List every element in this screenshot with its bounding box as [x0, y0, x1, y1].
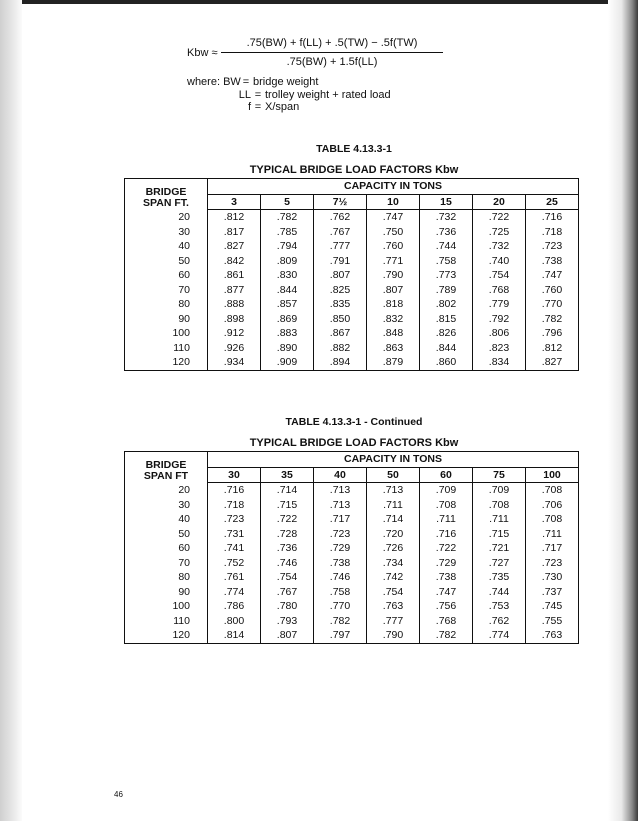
factor-cell: .723: [314, 527, 367, 542]
capacity-col-6: 25: [526, 194, 579, 210]
factor-cell: .711: [420, 512, 473, 527]
table-row: [125, 498, 579, 513]
span-header-line: SPAN FT: [143, 469, 189, 482]
factor-cell: .758: [420, 254, 473, 269]
capacity-col-5: 75: [473, 467, 526, 483]
factor-cell: .715: [473, 527, 526, 542]
table2-subtitle: TYPICAL BRIDGE LOAD FACTORS Kbw: [249, 437, 459, 449]
factor-cell: .888: [208, 297, 261, 312]
factor-cell: .758: [314, 585, 367, 600]
factor-cell: .830: [261, 268, 314, 283]
factor-cell: .708: [541, 513, 563, 526]
table-row: [125, 556, 579, 571]
capacity-header: CAPACITY IN TONS: [208, 452, 579, 468]
definition-equals: =: [254, 101, 262, 113]
span-cell: 100: [125, 326, 208, 341]
factor-cell: .714: [367, 512, 420, 527]
span-header-line: BRIDGE: [145, 185, 187, 198]
factor-cell: .767: [314, 225, 367, 240]
factor-cell: .711: [367, 498, 420, 513]
table-row: [125, 312, 579, 327]
factor-cell: .761: [208, 570, 261, 585]
factor-cell: .728: [261, 527, 314, 542]
table-row: [125, 570, 579, 585]
factor-cell: .717: [541, 542, 563, 555]
factor-cell: .877: [208, 283, 261, 298]
factor-cell: .860: [420, 355, 473, 370]
table-row: [125, 527, 579, 542]
factor-cell: .744: [420, 239, 473, 254]
factor-cell: .826: [420, 326, 473, 341]
span-cell: 60: [125, 541, 208, 556]
factor-cell: .812: [541, 341, 563, 354]
factor-cell: .782: [541, 312, 563, 325]
factor-cell: .785: [261, 225, 314, 240]
formula-numerator: .75(BW) + f(LL) + .5(TW) − .5f(TW): [221, 38, 443, 53]
factor-cell: .708: [420, 498, 473, 513]
factor-cell: .779: [473, 297, 526, 312]
span-cell: 120: [125, 355, 208, 370]
factor-cell: .711: [542, 527, 562, 540]
factor-cell: .790: [367, 268, 420, 283]
factor-cell: .722: [420, 541, 473, 556]
factor-cell: .729: [420, 556, 473, 571]
factor-cell: .726: [367, 541, 420, 556]
capacity-col-0: 30: [208, 467, 261, 483]
factor-cell: .767: [261, 585, 314, 600]
factor-cell: .844: [261, 283, 314, 298]
table-row: [125, 225, 579, 240]
factor-cell: .756: [420, 599, 473, 614]
factor-cell: .809: [261, 254, 314, 269]
span-cell: 70: [125, 556, 208, 571]
table1-title: TABLE 4.13.3-1: [316, 143, 392, 155]
factor-cell: .786: [208, 599, 261, 614]
definition-key: where: BW: [187, 76, 241, 88]
factor-cell: .717: [314, 512, 367, 527]
factor-cell: .818: [367, 297, 420, 312]
formula-fraction: [221, 38, 443, 68]
table-row: [125, 341, 579, 356]
factor-cell: .774: [208, 585, 261, 600]
factor-cell: .835: [314, 297, 367, 312]
span-cell: 90: [125, 585, 208, 600]
factor-cell: .879: [367, 355, 420, 370]
table-row: [125, 628, 579, 643]
factor-cell: .752: [208, 556, 261, 571]
factor-cell: .806: [473, 326, 526, 341]
table-row: [125, 210, 579, 225]
capacity-col-4: 60: [420, 467, 473, 483]
factor-cell: .861: [208, 268, 261, 283]
factor-cell: .782: [314, 614, 367, 629]
definition-desc: trolley weight + rated load: [265, 88, 391, 101]
factor-cell: .714: [261, 483, 314, 498]
table-row: [125, 585, 579, 600]
factor-cell: .738: [541, 254, 563, 267]
header-row: [125, 179, 579, 195]
factor-cell: .791: [314, 254, 367, 269]
factor-cell: .850: [314, 312, 367, 327]
capacity-header: CAPACITY IN TONS: [208, 179, 579, 195]
table-row: [125, 614, 579, 629]
capacity-col-2: 40: [314, 467, 367, 483]
factor-cell: .797: [314, 628, 367, 643]
factor-cell: .823: [473, 341, 526, 356]
factor-cell: .782: [261, 210, 314, 225]
factor-cell: .792: [473, 312, 526, 327]
factor-cell: .731: [208, 527, 261, 542]
factor-cell: .825: [314, 283, 367, 298]
table-row: [125, 239, 579, 254]
factor-cell: .863: [367, 341, 420, 356]
definition-desc: X/span: [265, 101, 300, 113]
table-row: [125, 268, 579, 283]
scan-left-edge: [0, 0, 22, 821]
factor-cell: .708: [541, 484, 563, 497]
factor-cell: .736: [261, 541, 314, 556]
factor-cell: .763: [541, 629, 563, 642]
factor-cell: .747: [420, 585, 473, 600]
factor-cell: .890: [261, 341, 314, 356]
factor-cell: .744: [473, 585, 526, 600]
span-cell: 20: [125, 210, 208, 225]
factor-cell: .768: [420, 614, 473, 629]
factor-cell: .817: [208, 225, 261, 240]
factor-cell: .736: [420, 225, 473, 240]
span-cell: 70: [125, 283, 208, 298]
factor-cell: .754: [261, 570, 314, 585]
factor-cell: .857: [261, 297, 314, 312]
capacity-col-3: 50: [367, 467, 420, 483]
factor-cell: .720: [367, 527, 420, 542]
factor-cell: .746: [314, 570, 367, 585]
factor-cell: .883: [261, 326, 314, 341]
table2-title: TABLE 4.13.3-1 - Continued: [285, 416, 423, 428]
factor-cell: .742: [367, 570, 420, 585]
factor-cell: .725: [473, 225, 526, 240]
definition-equals: =: [254, 88, 262, 101]
factor-cell: .894: [314, 355, 367, 370]
definition-equals: =: [242, 76, 250, 88]
factor-cell: .715: [261, 498, 314, 513]
factor-cell: .753: [473, 599, 526, 614]
span-header: [125, 179, 208, 210]
capacity-col-5: 20: [473, 194, 526, 210]
span-cell: 110: [125, 341, 208, 356]
capacity-col-1: 5: [261, 194, 314, 210]
factor-cell: .746: [261, 556, 314, 571]
factor-cell: .721: [473, 541, 526, 556]
factor-cell: .768: [473, 283, 526, 298]
span-cell: 50: [125, 527, 208, 542]
capacity-col-3: 10: [367, 194, 420, 210]
factor-cell: .777: [314, 239, 367, 254]
factor-cell: .754: [473, 268, 526, 283]
factor-cell: .723: [208, 512, 261, 527]
factor-cell: .729: [314, 541, 367, 556]
span-cell: 100: [125, 599, 208, 614]
factor-cell: .747: [367, 210, 420, 225]
factor-cell: .802: [420, 297, 473, 312]
factor-cell: .762: [314, 210, 367, 225]
factor-cell: .716: [541, 211, 563, 224]
factor-cell: .706: [541, 498, 563, 511]
factor-cell: .760: [367, 239, 420, 254]
factor-cell: .727: [473, 556, 526, 571]
factor-cell: .713: [314, 483, 367, 498]
factor-cell: .934: [208, 355, 261, 370]
table-row: [125, 283, 579, 298]
factor-cell: .827: [541, 356, 563, 369]
factor-cell: .750: [367, 225, 420, 240]
span-cell: 40: [125, 239, 208, 254]
table-row: [125, 355, 579, 370]
factor-cell: .754: [367, 585, 420, 600]
factor-cell: .716: [208, 483, 261, 498]
factor-cell: .807: [314, 268, 367, 283]
definition-key: f: [247, 101, 251, 113]
factor-cell: .732: [473, 239, 526, 254]
factor-cell: .796: [541, 327, 563, 340]
factor-cell: .814: [208, 628, 261, 643]
span-cell: 60: [125, 268, 208, 283]
factor-cell: .812: [208, 210, 261, 225]
definition-bw: [187, 76, 391, 89]
load-factor-table-1: [124, 178, 579, 371]
factor-cell: .834: [473, 355, 526, 370]
factor-cell: .732: [420, 210, 473, 225]
factor-cell: .755: [541, 614, 563, 627]
formula-definitions: [187, 76, 391, 114]
factor-cell: .909: [261, 355, 314, 370]
factor-cell: .722: [261, 512, 314, 527]
factor-cell: .722: [473, 210, 526, 225]
factor-cell: .800: [208, 614, 261, 629]
factor-cell: .738: [420, 570, 473, 585]
table-row: [125, 297, 579, 312]
span-cell: 30: [125, 498, 208, 513]
factor-cell: .774: [473, 628, 526, 643]
factor-cell: .869: [261, 312, 314, 327]
formula-denominator: .75(BW) + 1.5f(LL): [286, 56, 378, 68]
factor-cell: .708: [473, 498, 526, 513]
factor-cell: .789: [420, 283, 473, 298]
factor-cell: .832: [367, 312, 420, 327]
capacity-col-6: 100: [526, 467, 579, 483]
factor-cell: .771: [367, 254, 420, 269]
span-cell: 50: [125, 254, 208, 269]
factor-cell: .745: [541, 600, 563, 613]
factor-cell: .844: [420, 341, 473, 356]
capacity-col-0: 3: [208, 194, 261, 210]
header-row: [125, 452, 579, 468]
span-cell: 80: [125, 570, 208, 585]
factor-cell: .926: [208, 341, 261, 356]
capacity-col-1: 35: [261, 467, 314, 483]
factor-cell: .807: [367, 283, 420, 298]
scan-top-edge: [0, 0, 638, 4]
factor-cell: .762: [473, 614, 526, 629]
factor-cell: .763: [367, 599, 420, 614]
span-header-line: BRIDGE: [145, 458, 187, 471]
table-row: [125, 254, 579, 269]
factor-cell: .738: [314, 556, 367, 571]
definition-f: [187, 101, 391, 114]
formula-lhs: Kbw ≈: [187, 47, 218, 59]
factor-cell: .709: [473, 483, 526, 498]
factor-cell: .723: [541, 240, 563, 253]
table1-subtitle: TYPICAL BRIDGE LOAD FACTORS Kbw: [249, 164, 459, 176]
factor-cell: .740: [473, 254, 526, 269]
factor-cell: .882: [314, 341, 367, 356]
span-cell: 80: [125, 297, 208, 312]
definition-desc: bridge weight: [253, 76, 319, 88]
factor-cell: .709: [420, 483, 473, 498]
factor-cell: .912: [208, 326, 261, 341]
factor-cell: .842: [208, 254, 261, 269]
factor-cell: .807: [261, 628, 314, 643]
table-row: [125, 599, 579, 614]
factor-cell: .718: [208, 498, 261, 513]
table-row: [125, 512, 579, 527]
table-row: [125, 326, 579, 341]
factor-cell: .737: [541, 585, 563, 598]
factor-cell: .848: [367, 326, 420, 341]
factor-cell: .713: [314, 498, 367, 513]
factor-cell: .716: [420, 527, 473, 542]
span-header-line: SPAN FT.: [143, 196, 189, 209]
span-cell: 120: [125, 628, 208, 643]
span-cell: 110: [125, 614, 208, 629]
factor-cell: .794: [261, 239, 314, 254]
factor-cell: .782: [420, 628, 473, 643]
span-cell: 90: [125, 312, 208, 327]
factor-cell: .773: [420, 268, 473, 283]
page-number: 46: [114, 790, 123, 799]
capacity-col-2: 7½: [314, 194, 367, 210]
factor-cell: .827: [208, 239, 261, 254]
factor-cell: .718: [541, 225, 563, 238]
factor-cell: .735: [473, 570, 526, 585]
factor-cell: .780: [261, 599, 314, 614]
span-cell: 40: [125, 512, 208, 527]
factor-cell: .723: [541, 556, 563, 569]
span-cell: 30: [125, 225, 208, 240]
factor-cell: .734: [367, 556, 420, 571]
span-header: [125, 452, 208, 483]
factor-cell: .898: [208, 312, 261, 327]
factor-cell: .747: [541, 269, 563, 282]
factor-cell: .760: [541, 283, 563, 296]
definition-ll: [187, 89, 391, 102]
definition-key: LL: [238, 88, 251, 101]
factor-cell: .770: [541, 298, 563, 311]
factor-cell: .770: [314, 599, 367, 614]
factor-cell: .730: [541, 571, 563, 584]
factor-cell: .741: [208, 541, 261, 556]
factor-cell: .790: [367, 628, 420, 643]
span-cell: 20: [125, 483, 208, 498]
capacity-col-4: 15: [420, 194, 473, 210]
factor-cell: .777: [367, 614, 420, 629]
factor-cell: .867: [314, 326, 367, 341]
table-row: [125, 483, 579, 498]
factor-cell: .793: [261, 614, 314, 629]
factor-cell: .815: [420, 312, 473, 327]
load-factor-table-2: [124, 451, 579, 644]
table-row: [125, 541, 579, 556]
factor-cell: .711: [473, 512, 526, 527]
scan-right-edge: [608, 0, 638, 821]
factor-cell: .713: [367, 483, 420, 498]
